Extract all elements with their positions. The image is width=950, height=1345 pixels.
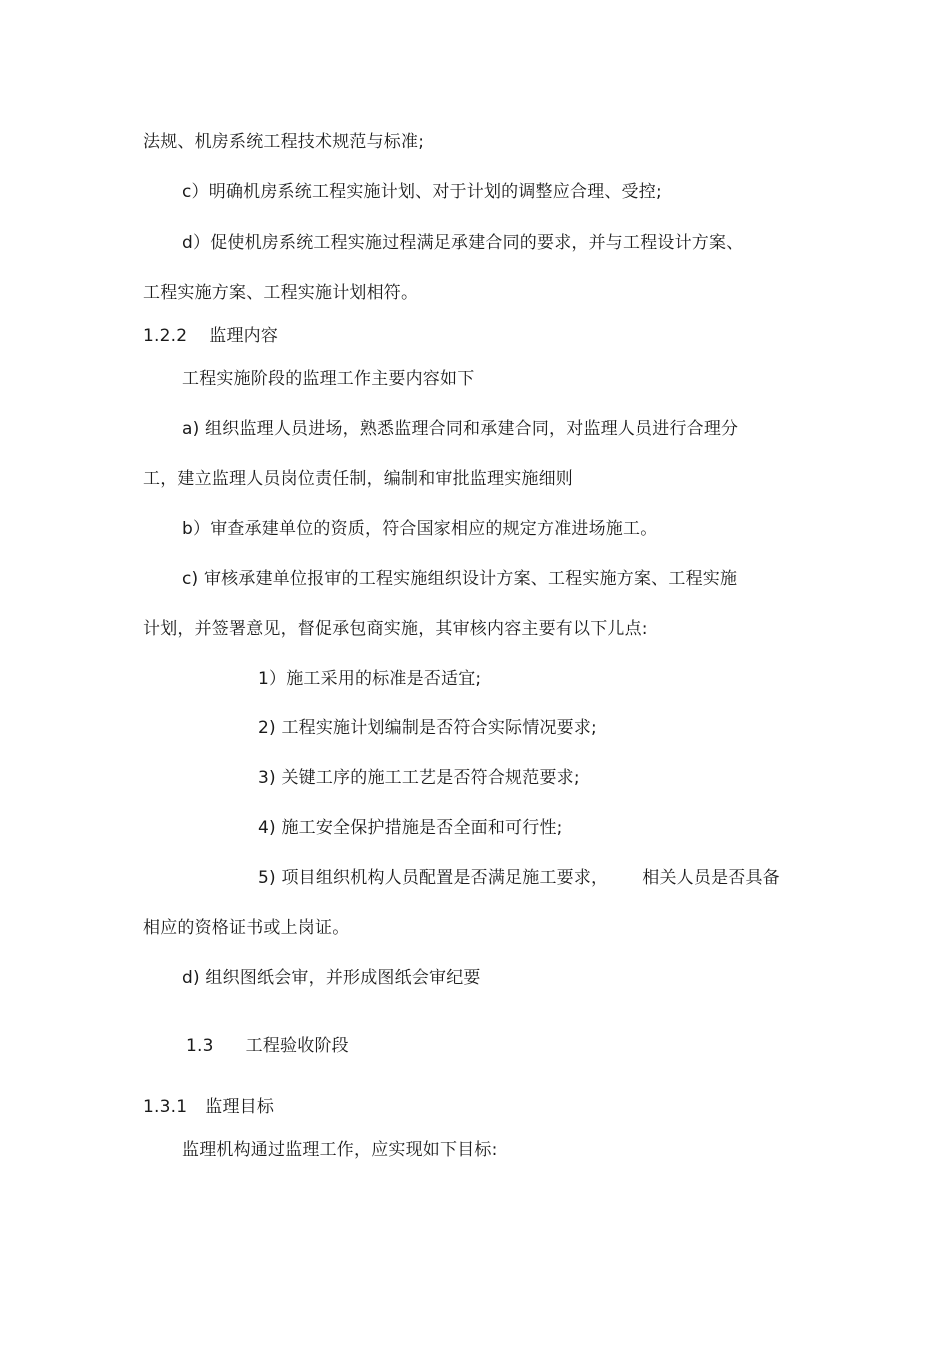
paragraph-line: 监理机构通过监理工作，应实现如下目标:	[182, 1140, 498, 1160]
section-number: 1.3.1	[143, 1097, 188, 1117]
section-heading-1-3	[186, 1035, 349, 1057]
paragraph-line: c）明确机房系统工程实施计划、对于计划的调整应合理、受控;	[182, 182, 662, 202]
paragraph-line: 法规、机房系统工程技术规范与标准;	[143, 132, 425, 152]
section-title: 工程验收阶段	[245, 1036, 349, 1056]
list-item	[258, 867, 780, 889]
section-title: 监理目标	[205, 1097, 275, 1117]
list-item: 2) 工程实施计划编制是否符合实际情况要求;	[258, 718, 597, 738]
paragraph-line: 工程实施阶段的监理工作主要内容如下	[182, 369, 475, 389]
section-number: 1.2.2	[143, 326, 188, 346]
paragraph-line: 工，建立监理人员岗位责任制，编制和审批监理实施细则	[143, 469, 573, 489]
section-number: 1.3	[186, 1036, 214, 1056]
section-title: 监理内容	[209, 326, 279, 346]
paragraph-line: c) 审核承建单位报审的工程实施组织设计方案、工程实施方案、工程实施	[182, 569, 738, 589]
list-item: 3) 关键工序的施工工艺是否符合规范要求;	[258, 768, 580, 788]
list-item: 4) 施工安全保护措施是否全面和可行性;	[258, 818, 563, 838]
section-heading-1-3-1	[143, 1096, 274, 1118]
paragraph-line: 工程实施方案、工程实施计划相符。	[143, 283, 419, 303]
list-item: 1）施工采用的标准是否适宜;	[258, 669, 482, 689]
paragraph-line: d) 组织图纸会审，并形成图纸会审纪要	[182, 968, 481, 988]
paragraph-line: 相应的资格证书或上岗证。	[143, 918, 350, 938]
list-item-text: 5) 项目组织机构人员配置是否满足施工要求，	[258, 868, 609, 888]
list-item-text-continued: 相关人员是否具备	[642, 868, 780, 888]
paragraph-line: 计划，并签署意见，督促承包商实施，其审核内容主要有以下儿点:	[143, 619, 648, 639]
paragraph-line: d）促使机房系统工程实施过程满足承建合同的要求，并与工程设计方案、	[182, 233, 744, 253]
paragraph-line: a) 组织监理人员进场，熟悉监理合同和承建合同，对监理人员进行合理分	[182, 419, 739, 439]
paragraph-line: b）审查承建单位的资质，符合国家相应的规定方准进场施工。	[182, 519, 658, 539]
section-heading-1-2-2	[143, 325, 278, 347]
